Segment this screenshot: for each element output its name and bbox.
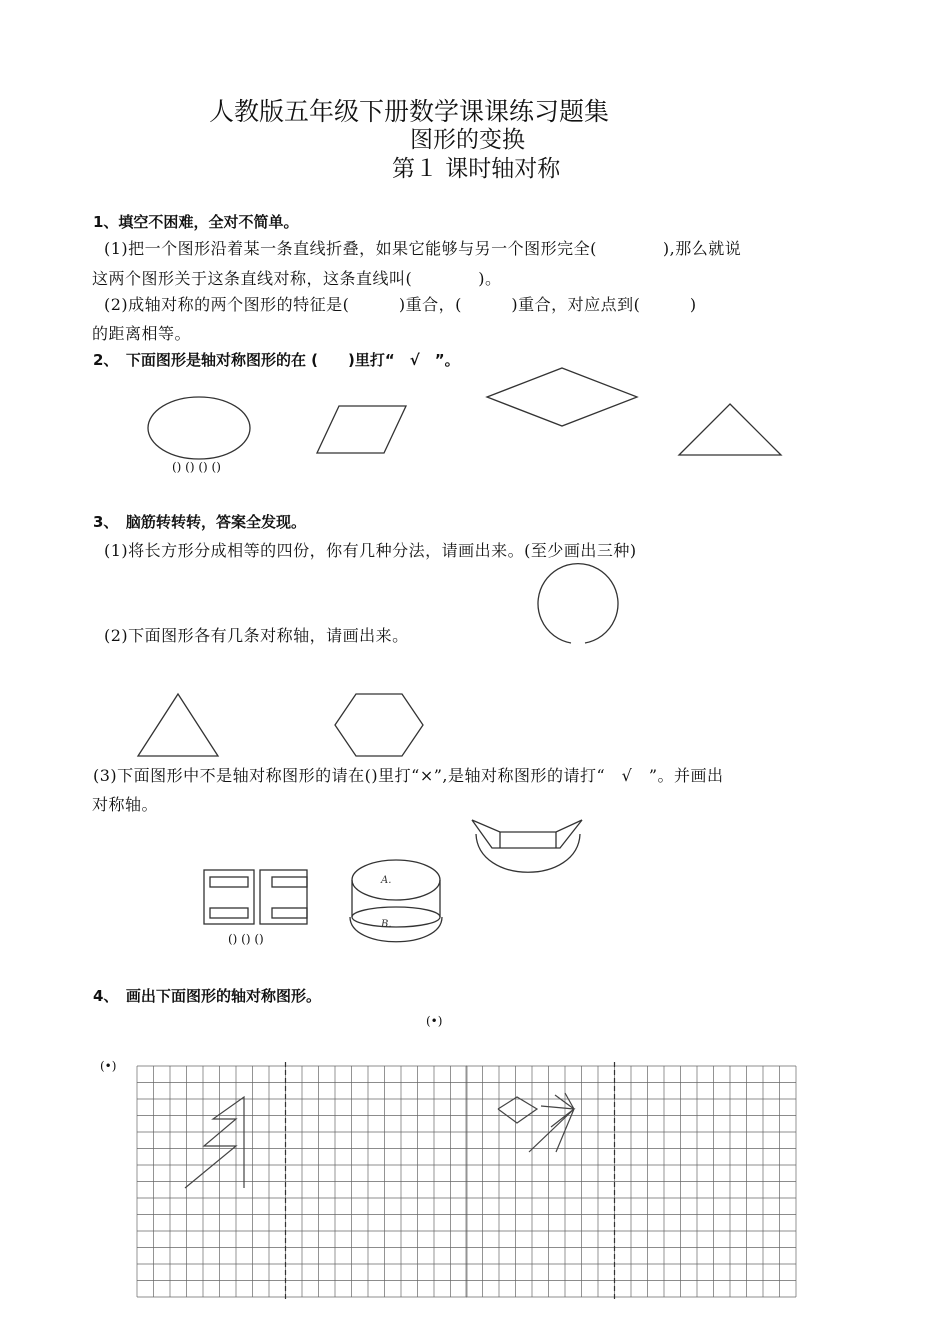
page-subtitle: 图形的变换 xyxy=(410,127,525,153)
q3-answer-marks: () () () xyxy=(228,932,264,946)
rhombus-small-shape xyxy=(498,1097,537,1123)
leaf-shape xyxy=(529,1106,574,1152)
label-b: B. xyxy=(381,919,392,930)
q3-part1: (1)将长方形分成相等的四份，你有几种分法，请画出来。(至少画出三种) xyxy=(104,541,637,560)
label-a: A. xyxy=(381,875,392,886)
right-grid-mark: (•) xyxy=(426,1014,443,1028)
left-grid-mark: (•) xyxy=(100,1059,117,1073)
q1-line3: (2)成轴对称的两个图形的特征是( )重合，( )重合，对应点到( ) xyxy=(104,295,697,314)
q1-line1: (1)把一个图形沿着某一条直线折叠，如果它能够与另一个图形完全( ),那么就说 xyxy=(104,239,742,258)
q1-line4: 的距离相等。 xyxy=(92,324,192,343)
leaf-tip-shape xyxy=(555,1093,574,1109)
q1-line2: 这两个图形关于这条直线对称，这条直线叫( )。 xyxy=(92,269,502,288)
q1-heading: 1、填空不困难，全对不简单。 xyxy=(93,213,299,231)
q3-part3-line1: (3)下面图形中不是轴对称图形的请在()里打“×”,是轴对称图形的请打“ √ ”。并画出 xyxy=(93,766,724,785)
lesson-title: 第１ 课时轴对称 xyxy=(392,156,561,182)
q2-heading: 2、 下面图形是轴对称图形的在 ( )里打“ √ ”。 xyxy=(93,351,460,369)
q2-answer-marks: () () () () xyxy=(172,460,221,474)
q3-part2: (2)下面图形各有几条对称轴，请画出来。 xyxy=(104,626,409,645)
q4-heading: 4、 画出下面图形的轴对称图形。 xyxy=(93,987,321,1005)
page-title: 人教版五年级下册数学课课练习题集 xyxy=(209,97,610,126)
q3-heading: 3、 脑筋转转转，答案全发现。 xyxy=(93,513,306,531)
q3-part3-line2: 对称轴。 xyxy=(92,795,159,814)
